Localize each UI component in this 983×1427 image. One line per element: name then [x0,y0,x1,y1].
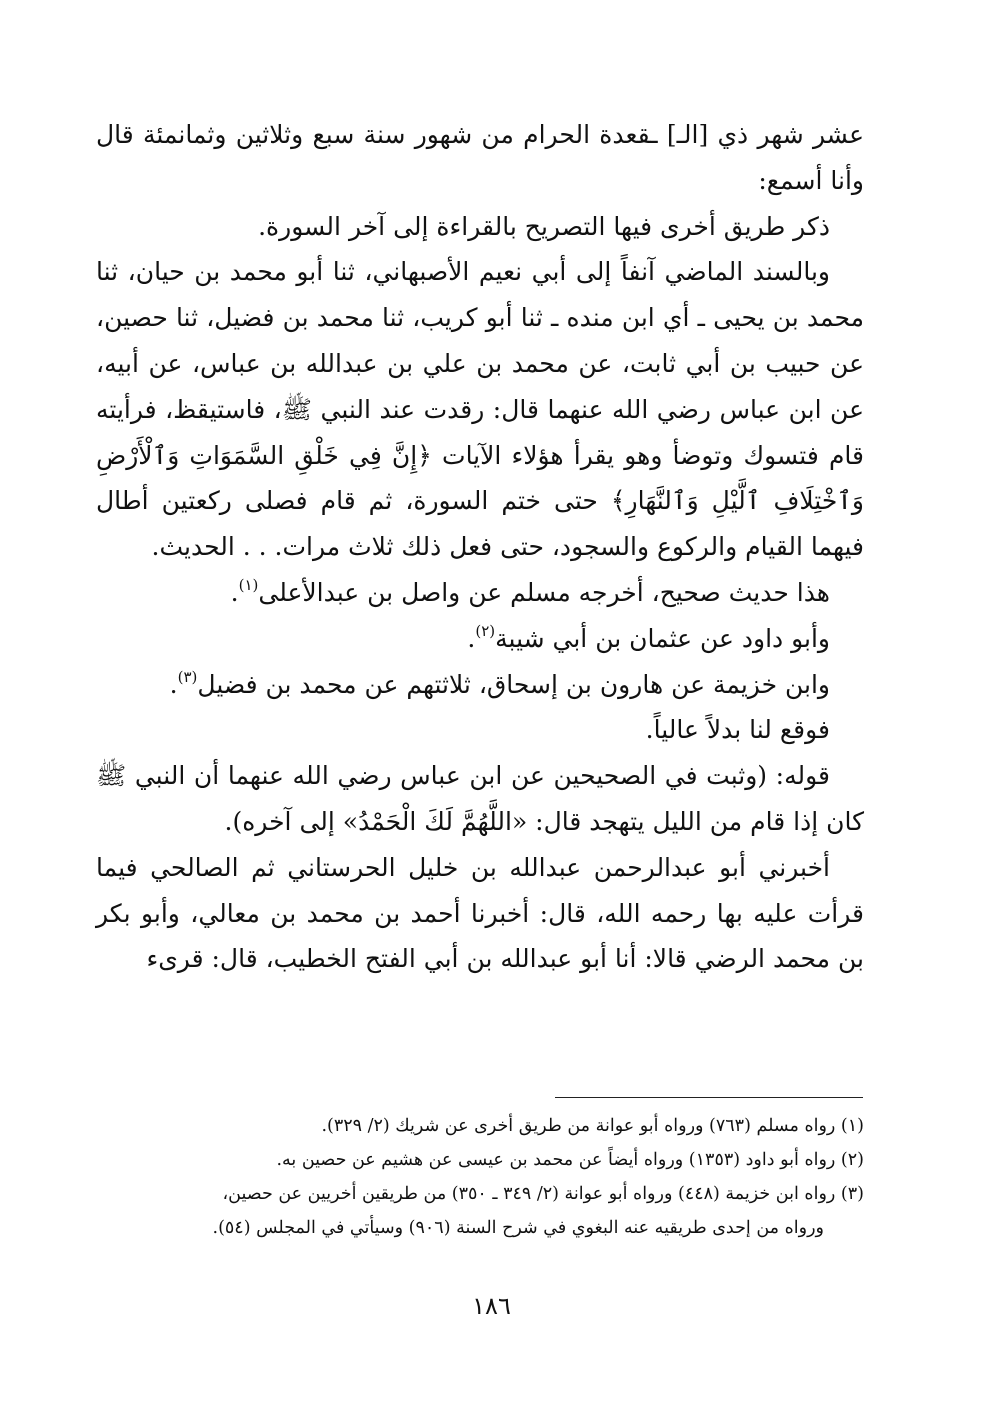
paragraph-4 [96,570,864,616]
page-number: ١٨٦ [472,1292,511,1320]
paragraph-8: قوله: (وثبت في الصحيحين عن ابن عباس رضي الله عنهما أن النبي ﷺ كان إذا قام من الليل يتهجد قال: «اللَّهُمَّ لَكَ الْحَمْدُ» إلى آخره). [96,761,864,836]
footnote-1: (١) رواه مسلم (٧٦٣) ورواه أبو عوانة من طريق أخرى عن شريك (٢/ ٣٢٩). [321,1116,864,1136]
paragraph-5 [96,616,864,662]
footnote-3-continued: ورواه من إحدى طريقيه عنه البغوي في شرح السنة (٩٠٦) وسيأتي في المجلس (٥٤). [212,1218,824,1238]
main-text [96,112,864,982]
paragraph-4-text: هذا حديث صحيح، أخرجه مسلم عن واصل بن عبدالأعلى [258,577,830,607]
paragraph-6-text: وابن خزيمة عن هارون بن إسحاق، ثلاثتهم عن محمد بن فضيل [197,669,830,699]
footnote-separator [555,1097,863,1098]
footnote-ref-3[interactable]: (٣) [177,667,198,686]
paragraph-4-end: . [230,577,239,607]
paragraph-6-end: . [169,669,178,699]
paragraph-7: فوقع لنا بدلاً عالياً. [645,715,830,745]
paragraph-9: أخبرني أبو عبدالرحمن عبدالله بن خليل الحرستاني ثم الصالحي فيما قرأت عليه بها رحمه الله، قال: أخبرنا أحمد بن محمد بن معالي، وأبو بكر بن محمد الرضي قالا: أنا أبو عبدالله بن أبي الفتح الخطيب، قال: قرىء [96,852,864,974]
footnote-ref-1[interactable]: (١) [238,575,259,594]
paragraph-3: وبالسند الماضي آنفاً إلى أبي نعيم الأصبهاني، ثنا أبو محمد بن حيان، ثنا محمد بن يحيى ـ أي ابن منده ـ ثنا أبو كريب، ثنا محمد بن فضيل، ثنا حصين، عن حبيب بن أبي ثابت، عن محمد بن علي بن عبدالله بن عباس، عن أبيه، عن ابن عباس رضي الله عنهما قال: رقدت عند النبي ﷺ، فاستيقظ، فرأيته قام فتسوك وتوضأ وهو يقرأ هؤلاء الآيات ﴿إِنَّ فِي خَلْقِ السَّمَوَاتِ وَٱلْأَرْضِ وَٱخْتِلَافِ ٱلَّيْلِ وَٱلنَّهَارِ﴾ حتى ختم السورة، ثم قام فصلى ركعتين أطال فيهما القيام والركوع والسجود، حتى فعل ذلك ثلاث مرات. . . الحديث. [96,257,864,562]
paragraph-5-text: وأبو داود عن عثمان بن أبي شيبة [495,623,830,653]
footnote-ref-2[interactable]: (٢) [475,621,496,640]
footnote-3: (٣) رواه ابن خزيمة (٤٤٨) ورواه أبو عوانة (٢/ ٣٤٩ ـ ٣٥٠) من طريقين أخريين عن حصين، [222,1184,864,1204]
paragraph-1: عشر شهر ذي [الـ] ـقعدة الحرام من شهور سنة سبع وثلاثين وثمانمئة قال وأنا أسمع: [96,120,864,195]
footnote-2: (٢) رواه أبو داود (١٣٥٣) ورواه أيضاً عن محمد بن عيسى عن هشيم عن حصين به. [276,1150,864,1170]
footnotes [96,1109,864,1245]
paragraph-6 [96,662,864,708]
paragraph-2: ذكر طريق أخرى فيها التصريح بالقراءة إلى آخر السورة. [258,211,830,241]
paragraph-5-end: . [467,623,476,653]
